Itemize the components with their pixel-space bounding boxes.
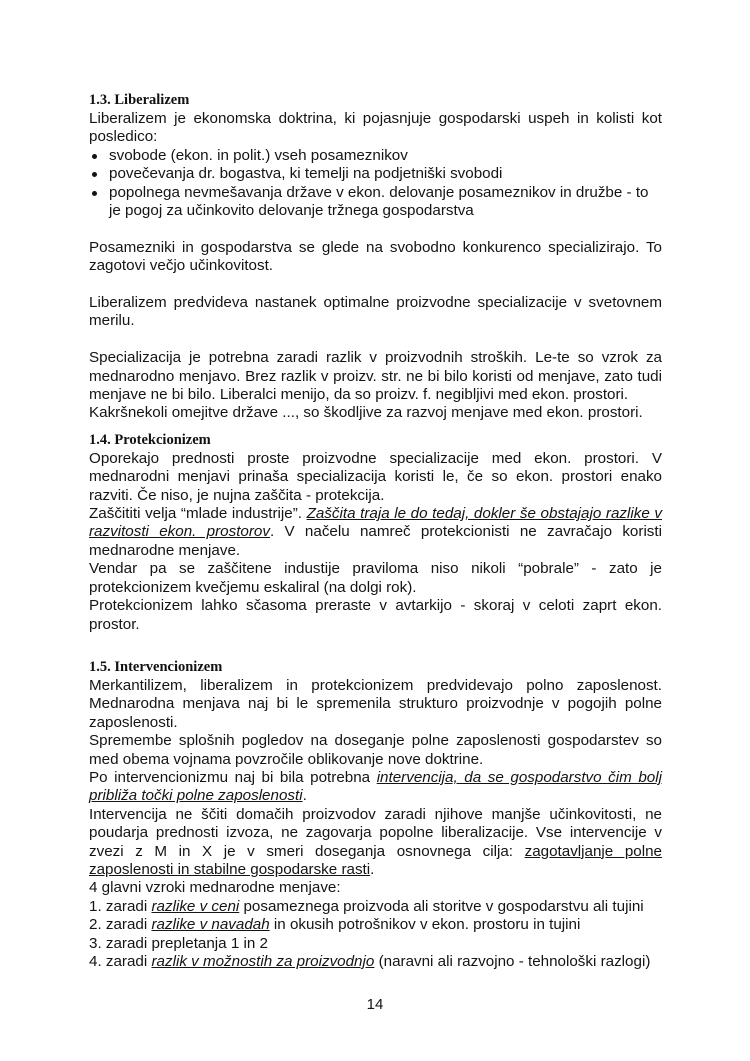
list-item [89, 953, 662, 971]
text-span: . [370, 860, 375, 878]
paragraph: Kakršnekoli omejitve države ..., so škodljive za razvoj menjave med ekon. prostori. [89, 404, 643, 422]
bullet-list [89, 147, 662, 221]
paragraph: Vendar pa se zaščitene industije praviloma niso nikoli “pobrale” - zato je protekcionizem kvečjemu eskaliral (na dolgi rok). [89, 560, 662, 596]
text-span: 1. zaradi [89, 897, 152, 915]
text-span: (naravni ali razvojno - tehnološki razlogi) [374, 953, 651, 971]
paragraph: Spremembe splošnih pogledov na doseganje polne zaposlenosti gospodarstev so med obema vojnama povzročile oblikovanje nove doktrine. [89, 732, 662, 768]
text-span: . [302, 787, 307, 805]
list-item [89, 916, 662, 934]
text-span: 2. zaradi [89, 916, 152, 934]
emphasized-text: razlike v ceni [151, 897, 240, 915]
bullet-item: povečevanja dr. bogastva, ki temelji na podjetniški svobodi [89, 165, 662, 183]
text-span: . V načelu namreč protekcionisti ne zavračajo koristi mednarodne menjave. [89, 523, 662, 559]
document-page [89, 91, 662, 971]
page-number: 14 [366, 996, 384, 1013]
text-span: 4. zaradi [89, 953, 152, 971]
emphasized-text: razlik v možnostih za proizvodnjo [151, 953, 375, 971]
paragraph: Liberalizem je ekonomska doktrina, ki pojasnjuje gospodarski uspeh in kolisti kot posledico: [89, 110, 662, 146]
paragraph: Merkantilizem, liberalizem in protekcionizem predvidevajo polno zaposlenost. Mednarodna menjava naj bi le spremenila strukturo proizvodnje v pogojih polne zaposlenosti. [89, 676, 662, 731]
numbered-list [89, 898, 662, 972]
text-span: in okusih potrošnikov v ekon. prostoru in tujini [269, 916, 581, 934]
paragraph: Protekcionizem lahko sčasoma preraste v avtarkijo - skoraj v celoti zaprt ekon. prostor. [89, 597, 662, 633]
emphasized-text: razlike v navadah [151, 916, 270, 934]
text-span: Zaščititi velja “mlade industrije”. [89, 505, 307, 523]
list-item [89, 935, 662, 953]
list-item [89, 898, 662, 916]
paragraph: Posamezniki in gospodarstva se glede na svobodno konkurenco specializirajo. To zagotovi večjo učinkovitost. [89, 238, 662, 275]
paragraph: Specializacija je potrebna zaradi razlik v proizvodnih stroških. Le-te so vzrok za mednarodno menjavo. Brez razlik v proizv. str. ne bi bilo koristi od menjave, zato tudi menjave ne bi bilo. Liberalci menijo, da so proizv. f. negibljivi med ekon. prostori. [89, 349, 662, 404]
paragraph: Oporekajo prednosti proste proizvodne specializacije med ekon. prostori. V mednarodni menjavi prinaša specializacija koristi le, če so ekon. prostori enako razviti. Če niso, je nujna zaščita - protekcija. [89, 449, 662, 504]
paragraph [89, 505, 662, 560]
section-heading-liberalizem: 1.3. Liberalizem [89, 92, 190, 108]
emphasized-text: intervencija, da se gospodarstvo čim bolj približa točki polne zaposlenosti [89, 768, 662, 805]
paragraph [89, 806, 662, 880]
underlined-text: zagotavljanje polne zaposlenosti in stabilne gospodarske rasti [89, 842, 662, 878]
bullet-item: popolnega nevmešavanja države v ekon. delovanje posameznikov in družbe - to je pogoj za učinkovito delovanje tržnega gospodarstva [89, 184, 662, 221]
text-span: Intervencija ne ščiti domačih proizvodov zaradi njihove manjše učinkovitosti, ne poudarja prednosti izvoza, ne zagovarja popolne liberalizacije. Vse intervencije v zvezi z M in X je v smeri doseganja osnovnega cilja: [89, 805, 662, 860]
text-span: posameznega proizvoda ali storitve v gospodarstvu ali tujini [239, 897, 644, 915]
paragraph: Liberalizem predvideva nastanek optimalne proizvodne specializacije v svetovnem merilu. [89, 294, 662, 330]
text-span: 3. zaradi prepletanja 1 in 2 [89, 934, 268, 952]
bullet-item: svobode (ekon. in polit.) vseh posameznikov [89, 147, 662, 165]
emphasized-text: Zaščita traja le do tedaj, dokler še obstajajo razlike v razvitosti ekon. prostorov [89, 505, 662, 541]
section-heading-intervencionizem: 1.5. Intervencionizem [89, 658, 223, 675]
text-span: Po intervencionizmu naj bi bila potrebna [89, 768, 377, 786]
list-intro: 4 glavni vzroki mednarodne menjave: [89, 879, 341, 897]
paragraph [89, 769, 662, 806]
section-heading-protekcionizem: 1.4. Protekcionizem [89, 431, 211, 448]
